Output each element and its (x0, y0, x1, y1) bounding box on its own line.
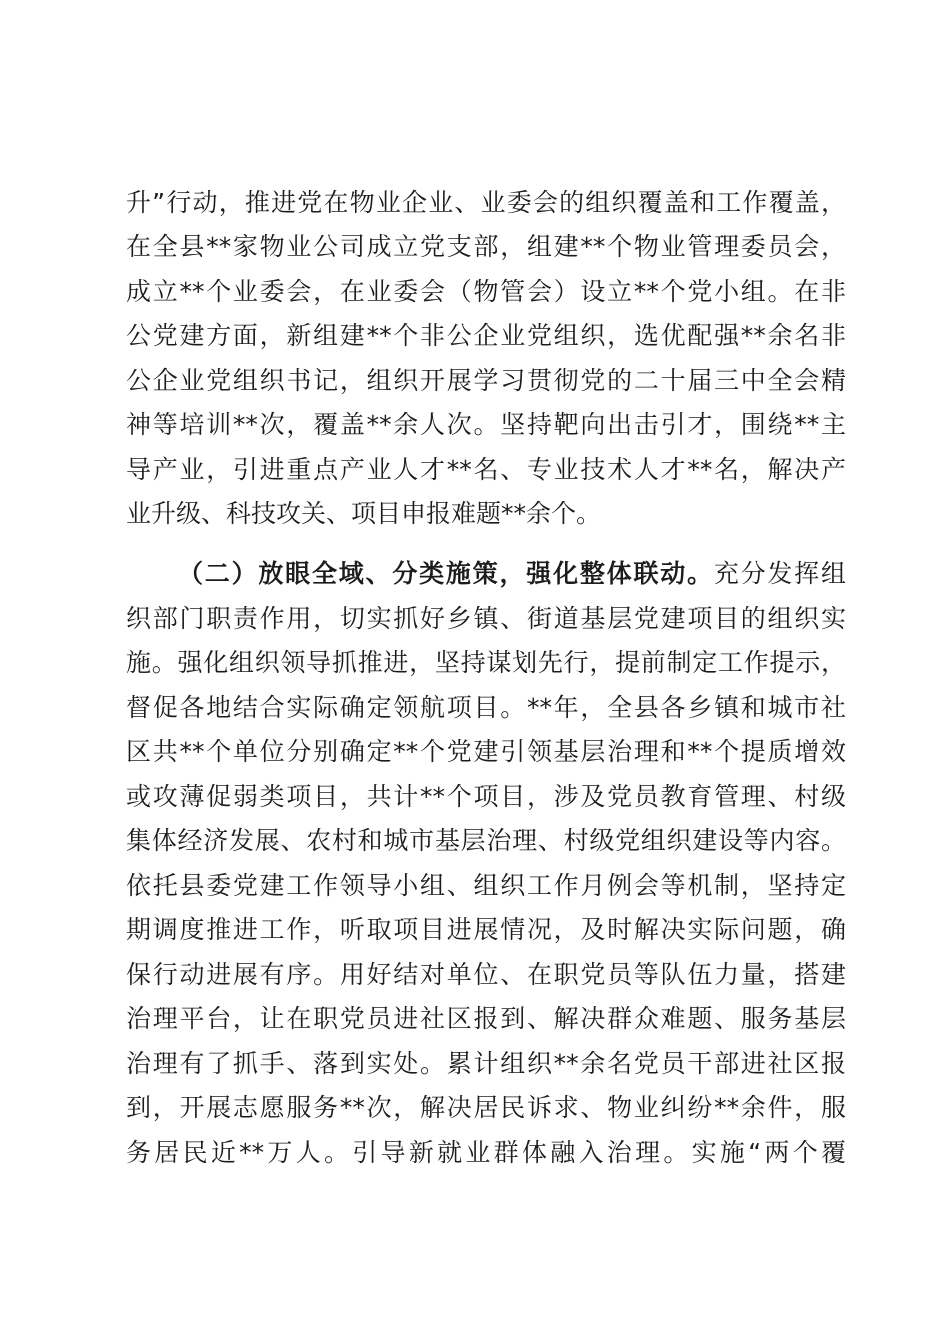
paragraph-1-line: 升”行动，推进党在物业企业、业委会的组织覆盖和工作覆盖， (126, 188, 846, 217)
paragraph-2-line: 依托县委党建工作领导小组、组织工作月例会等机制，坚持定 (126, 871, 846, 900)
paragraph-2-line: 督促各地结合实际确定领航项目。**年，全县各乡镇和城市社 (126, 693, 846, 722)
paragraph-2-line: 期调度推进工作，听取项目进展情况，及时解决实际问题，确 (126, 915, 846, 944)
paragraph-2-line: 区共**个单位分别确定**个党建引领基层治理和**个提质增效 (126, 737, 846, 766)
paragraph-2-line: 治理有了抓手、落到实处。累计组织**余名党员干部进社区报 (126, 1049, 846, 1078)
paragraph-2-line: 到，开展志愿服务**次，解决居民诉求、物业纠纷**余件，服 (126, 1093, 846, 1122)
paragraph-2-line: 保行动进展有序。用好结对单位、在职党员等队伍力量，搭建 (126, 960, 846, 989)
paragraph-2-line: 或攻薄促弱类项目，共计**个项目，涉及党员教育管理、村级 (126, 782, 846, 811)
paragraph-1-line: 业升级、科技攻关、项目申报难题**余个。 (126, 499, 602, 528)
paragraph-2-line: 治理平台，让在职党员进社区报到、解决群众难题、服务基层 (126, 1004, 846, 1033)
paragraph-2-line: 施。强化组织领导抓推进，坚持谋划先行，提前制定工作提示， (126, 648, 846, 677)
paragraph-1-line: 公企业党组织书记，组织开展学习贯彻党的二十届三中全会精 (126, 366, 846, 395)
paragraph-2-first-line (178, 552, 846, 596)
paragraph-2-line: 务居民近**万人。引导新就业群体融入治理。实施“两个覆 (126, 1138, 846, 1167)
paragraph-1-line: 公党建方面，新组建**个非公企业党组织，选优配强**余名非 (126, 321, 846, 350)
paragraph-1-line: 在全县**家物业公司成立党支部，组建**个物业管理委员会， (126, 232, 846, 261)
paragraph-2-line: 集体经济发展、农村和城市基层治理、村级党组织建设等内容。 (126, 826, 846, 855)
section-heading: （二）放眼全域、分类施策，强化整体联动。 (178, 559, 714, 588)
paragraph-2-first-line-text: 充分发挥组 (713, 559, 846, 588)
paragraph-1-line: 神等培训**次，覆盖**余人次。坚持靶向出击引才，围绕**主 (126, 410, 846, 439)
paragraph-1-line: 成立**个业委会，在业委会（物管会）设立**个党小组。在非 (126, 277, 846, 306)
paragraph-1-line: 导产业，引进重点产业人才**名、专业技术人才**名，解决产 (126, 455, 846, 484)
paragraph-2-line: 织部门职责作用，切实抓好乡镇、街道基层党建项目的组织实 (126, 604, 846, 633)
